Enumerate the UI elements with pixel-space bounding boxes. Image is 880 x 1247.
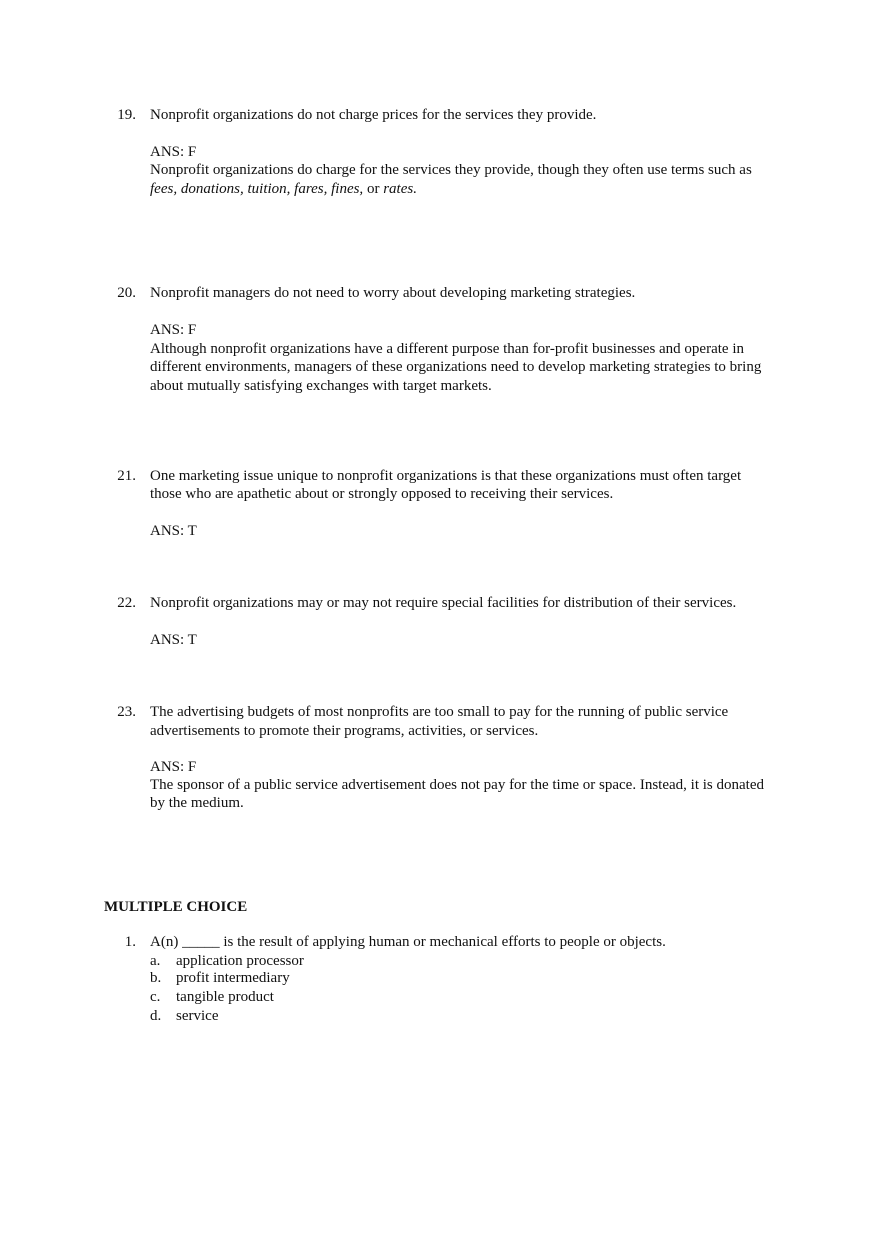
answer-label: ANS: F xyxy=(150,144,197,160)
question-text: One marketing issue unique to nonprofit organizations is that these organizations must often target xyxy=(150,468,742,484)
explanation-terms-line xyxy=(150,180,417,198)
explanation-line: by the medium. xyxy=(150,795,244,811)
answer-label: ANS: T xyxy=(150,632,197,648)
question-number: 22. xyxy=(117,595,136,611)
explanation-line: about mutually satisfying exchanges with target markets. xyxy=(150,378,492,394)
explanation-line: The sponsor of a public service advertisement does not pay for the time or space. Instead, it is donated xyxy=(150,777,764,793)
explanation-terms: fees, donations, tuition, fares, fines, xyxy=(150,181,364,197)
explanation-last-term: rates. xyxy=(383,181,417,197)
option-letter: c. xyxy=(150,989,161,1005)
option-letter: a. xyxy=(150,953,161,969)
question-text: The advertising budgets of most nonprofits are too small to pay for the running of public service xyxy=(150,704,729,720)
question-number: 20. xyxy=(117,285,136,301)
option-letter: d. xyxy=(150,1008,162,1024)
option-text: tangible product xyxy=(176,989,274,1005)
explanation-connector: or xyxy=(366,181,380,197)
question-text: Nonprofit managers do not need to worry about developing marketing strategies. xyxy=(150,285,636,301)
option-text: application processor xyxy=(176,953,304,969)
explanation-line: Although nonprofit organizations have a different purpose than for-profit businesses and operate in xyxy=(150,341,744,357)
question-text: those who are apathetic about or strongly opposed to receiving their services. xyxy=(150,486,614,502)
answer-label: ANS: F xyxy=(150,759,197,775)
question-number: 23. xyxy=(117,704,136,720)
question-text: Nonprofit organizations do not charge prices for the services they provide. xyxy=(150,107,597,123)
option-letter: b. xyxy=(150,970,162,986)
question-number: 19. xyxy=(117,107,136,123)
question-text: advertisements to promote their programs, activities, or services. xyxy=(150,723,539,739)
question-number: 21. xyxy=(117,468,136,484)
explanation-line: Nonprofit organizations do charge for the services they provide, though they often use terms such as xyxy=(150,162,752,178)
question-text: A(n) _____ is the result of applying human or mechanical efforts to people or objects. xyxy=(150,934,666,950)
answer-label: ANS: F xyxy=(150,322,197,338)
question-text: Nonprofit organizations may or may not require special facilities for distribution of their services. xyxy=(150,595,737,611)
section-heading: MULTIPLE CHOICE xyxy=(104,899,248,915)
explanation-line: different environments, managers of these organizations need to develop marketing strategies to bring xyxy=(150,359,762,375)
option-text: service xyxy=(176,1008,219,1024)
answer-label: ANS: T xyxy=(150,523,197,539)
question-number: 1. xyxy=(124,934,136,950)
option-text: profit intermediary xyxy=(176,970,290,986)
